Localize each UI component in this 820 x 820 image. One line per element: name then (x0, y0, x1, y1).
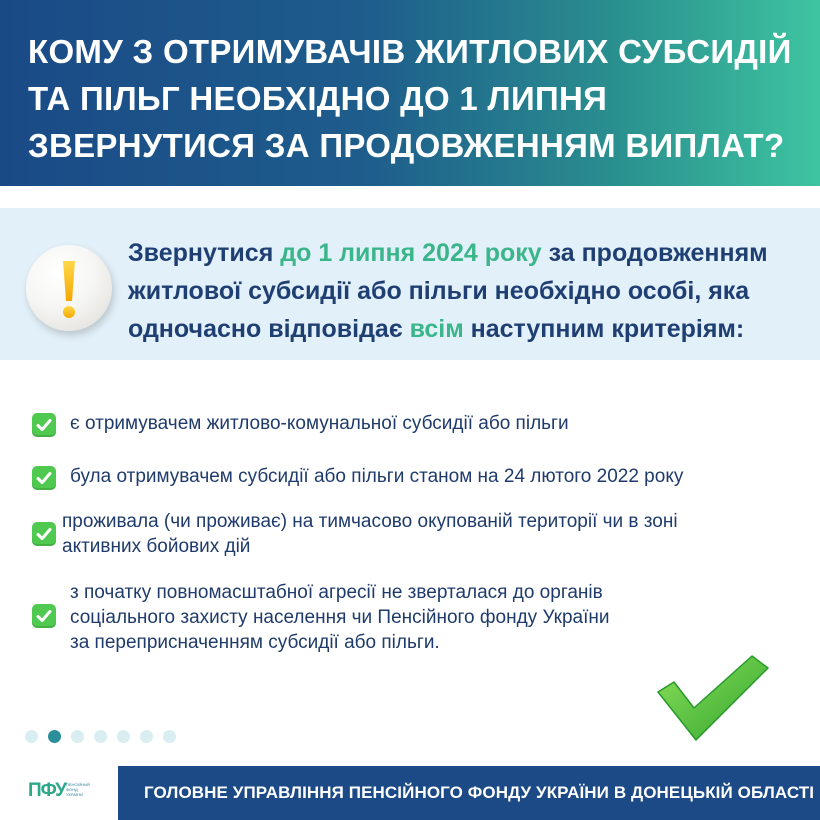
pagination-dot[interactable] (163, 730, 176, 743)
logo-mark: ПФУ (28, 780, 66, 801)
exclamation-icon (26, 245, 112, 331)
intro-emphasis-all: всім (409, 315, 464, 343)
check-icon (32, 466, 56, 490)
intro-text (128, 234, 808, 348)
criterion-text: проживала (чи проживає) на тимчасово окупованій території чи в зоні активних бойових дій (62, 511, 678, 557)
check-icon (32, 604, 56, 628)
header-banner (0, 0, 820, 186)
check-icon (32, 413, 56, 437)
criterion-text: є отримувачем житлово-комунальної субсидії або пільги (70, 413, 569, 434)
intro-deadline: до 1 липня 2024 року (280, 239, 542, 267)
footer-text: ГОЛОВНЕ УПРАВЛІННЯ ПЕНСІЙНОГО ФОНДУ УКРАЇНИ В ДОНЕЦЬКІЙ ОБЛАСТІ (144, 783, 815, 802)
intro-text-part2: за продовженням житлової субсидії або пільги необхідно особі, яка одночасно відповідає (128, 239, 768, 343)
pagination-dot[interactable] (140, 730, 153, 743)
footer-banner (118, 766, 820, 820)
large-check-icon (652, 652, 772, 752)
criterion-text: була отримувачем субсидії або пільги станом на 24 лютого 2022 року (70, 466, 684, 487)
page-title: КОМУ З ОТРИМУВАЧІВ ЖИТЛОВИХ СУБСИДІЙ ТА ПІЛЬГ НЕОБХІДНО ДО 1 ЛИПНЯ ЗВЕРНУТИСЯ ЗА ПРОДОВЖЕННЯМ ВИПЛАТ? (28, 33, 792, 164)
logo-subtitle: ПЕНСІЙНИЙ ФОНД УКРАЇНИ (66, 782, 90, 797)
pagination-dot[interactable] (94, 730, 107, 743)
pagination-dot[interactable] (117, 730, 130, 743)
check-icon (32, 522, 56, 546)
pagination-dot[interactable] (71, 730, 84, 743)
intro-text-part1: Звернутися (128, 239, 281, 267)
criterion-text: з початку повномасштабної агресії не зверталася до органів соціального захисту населення чи Пенсійного фонду України за переприсначенням субсидії або пільги. (70, 582, 610, 653)
pagination-dot-active[interactable] (48, 730, 61, 743)
intro-text-part3: наступним критеріям: (463, 315, 745, 343)
pagination-dot[interactable] (25, 730, 38, 743)
